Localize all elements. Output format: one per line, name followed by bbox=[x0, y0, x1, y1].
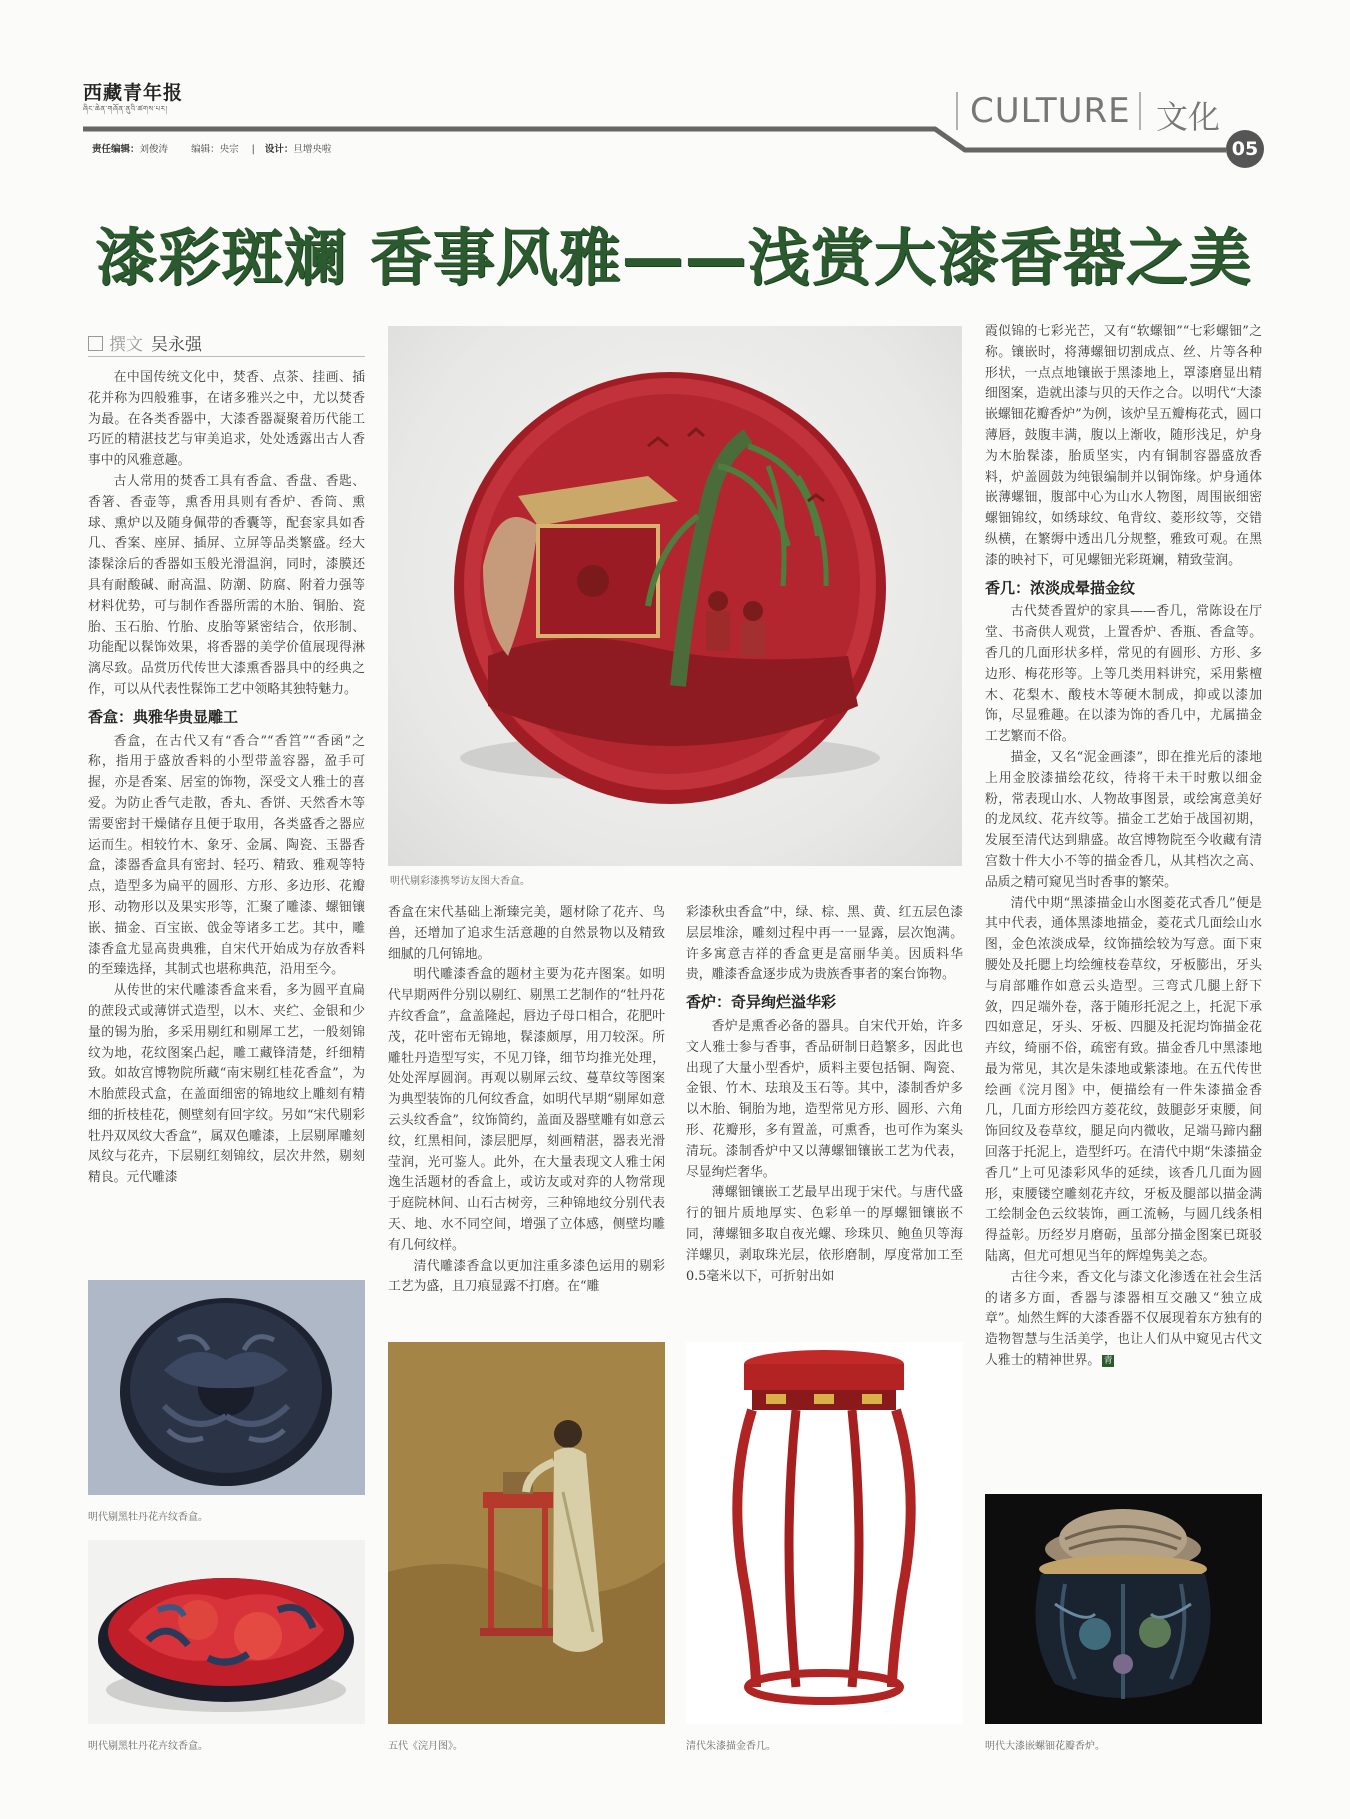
photo-red-lacquer-stand bbox=[686, 1342, 963, 1724]
pen-icon bbox=[88, 336, 103, 351]
subheading-incense-stand: 香几：浓淡成晕描金纹 bbox=[985, 578, 1136, 597]
section-label-en: CULTURE bbox=[970, 91, 1131, 131]
masthead-title: 西藏青年报 bbox=[83, 82, 184, 104]
end-mark: 青 bbox=[1103, 1355, 1113, 1366]
caption-censer: 明代大漆嵌螺钿花瓣香炉。 bbox=[985, 1741, 1105, 1752]
photo-painting-huanyue bbox=[388, 1342, 665, 1724]
article-column-1: 在中国传统文化中，焚香、点茶、挂画、插花并称为四般雅事，在诸多雅兴之中，尤以焚香为最。在各类香器中，大漆香器凝聚着历代能工巧匠的精湛技艺与审美追求，处处透露出古人香事中的风雅意趣。 古人常用的焚香工具有香盒、香盘、香匙、香箸、香壶等，熏香用具则有香炉、香筒、熏球、熏炉以及随身佩带的香囊等，配套家具如香几、香案、座屏、插屏、立屏等品类繁盛。经大漆髹涂后的香器如玉般光滑温润，同时，漆膜还具有耐酸碱、耐高温、防潮、防腐、附着力强等材料优势，可与制作香器所需的木胎、铜胎、瓷胎、玉石胎、竹胎、皮胎等紧密结合，依形制、功能配以髹饰效果，将香器的美学价值展现得淋漓尽致。品赏历代传世大漆熏香器具中的经典之作，可以从代表性髹饰工艺中领略其独特魅力。 香盒：典雅华贵显雕工 香盒，在古代又有“香合”“香筥”“香函”之称，指用于盛放香料的小型带盖容器，盈手可握，亦是香案、居室的饰物，深受文人雅士的喜爱。为防止香气走散，香丸、香饼、天然香木等需要密封干燥储存且便于取用，各类盛香之器应运而生。相较竹木、象牙、金属、陶瓷、玉器香盒，漆器香盒具有密封、轻巧、精致、雅观等特点，造型多为扁平的圆形、方形、多边形、花瓣形、动物形以及果实形等，汇聚了雕漆、螺钿镶嵌、描金、百宝嵌、戗金等诸多工艺。其中，雕漆香盒尤显高贵典雅，自宋代开始成为存放香料的至臻选择，其制式也堪称典范，沿用至今。 从传世的宋代雕漆香盒来看，多为圆平直扁的蔗段式或薄饼式造型，以木、夹纻、金银和少量的锡为胎，多采用剔红和剔犀工艺，一般刻锦纹为地，花纹图案凸起，雕工藏锋清楚，纤细精致。如故宫博物院所藏“南宋剔红桂花香盒”，为木胎蔗段式盒，在盖面细密的锦地纹上雕刻有精细的折枝桂花，侧壁刻有回字纹。另如“宋代剔彩牡丹双凤纹大香盒”，属双色雕漆，上层剔犀雕刻凤纹与花卉，下层剔红刻锦纹，层次井然，剔刻精良。元代雕漆 bbox=[88, 370, 365, 1186]
photo-red-lacquer-box bbox=[88, 1540, 365, 1724]
credits-line: 责任编辑：刘俊涛 编辑：央宗 | 设计：旦增央啦 bbox=[92, 144, 332, 155]
caption-painting: 五代《浣月图》。 bbox=[388, 1741, 463, 1752]
article-column-4: 霞似锦的七彩光芒，又有“软螺钿”“七彩螺钿”之称。镶嵌时，将薄螺钿切割成点、丝、片等各种形状，一点点地镶嵌于黑漆地上，罩漆磨显出精细图案，造就出漆与贝的天作之合。以明代“大漆嵌螺钿花瓣香炉”为例，该炉呈五瓣梅花式，圆口薄唇，鼓腹丰满，腹以上渐收，随形浅足，炉身为木胎髹漆，胎质坚实，内有铜制容器盛放香料，炉盖圆鼓为纯银编制并以铜饰缘。炉身通体嵌薄螺钿，腹部中心为山水人物图，周围嵌细密螺钿锦纹，如绣球纹、龟背纹、菱形纹等，交错纵横，在繁缛中透出几分规整，雅致可观。在黑漆的映衬下，可见螺钿光彩斑斓，精致莹润。 香几：浓淡成晕描金纹 古代焚香置炉的家具——香几，常陈设在厅堂、书斋供人观赏，上置香炉、香瓶、香盒等。香几的几面形状多样，常见的有圆形、方形、多边形、梅花形等。上等几类用料讲究，采用紫檀木、花梨木、酸枝木等硬木制成，抑或以漆加饰，尽显雅趣。在以漆为饰的香几中，尤属描金工艺繁而不俗。 描金，又名“泥金画漆”，即在推光后的漆地上用金胶漆描绘花纹，待将干未干时敷以细金粉，常表现山水、人物故事图景，或绘寓意美好的龙凤纹、花卉纹等。描金工艺始于战国初期，发展至清代达到鼎盛。故宫博物院至今收藏有清宫数十件大小不等的描金香几，从其档次之高、品质之精可窥见当时香事的繁荣。 清代中期“黑漆描金山水图菱花式香几”便是其中代表，通体黑漆地描金，菱花式几面绘山水图，金色浓淡成晕，纹饰描绘较为写意。面下束腰处及托腮上均绘缠枝卷草纹，牙板膨出，牙头与肩部雕作如意云头造型。三弯式几腿上舒下敛，四足端外卷，落于随形托泥之上，托泥下承四如意足，牙头、牙板、四腿及托泥均饰描金花卉纹，绮丽不俗，疏密有致。描金香几中黑漆地最为常见，其次是朱漆地或紫漆地。在五代传世绘画《浣月图》中，便描绘有一件朱漆描金香几，几面方形绘四方菱花纹，鼓腿彭牙束腰，间饰回纹及卷草纹，腿足向内微收，足端马蹄内翻回落于托泥上，造型纤巧。在清代中期“朱漆描金香几”上可见漆彩风华的延续，该香几几面为圆形，束腰镂空雕刻花卉纹，牙板及腿部以描金满工绘制金色云纹装饰，画工流畅，与圆几线条相得益彰。历经岁月磨砺，虽部分描金图案已斑驳陆离，但尤可想见当年的辉煌隽美之态。 古往今来，香文化与漆文化渗透在社会生活的诸多方面，香器与漆器相互交融又“独立成章”。灿然生辉的大漆香器不仅展现着东方独有的造物智慧与生活美学，也让人们从中窥见古代文人雅士的精神世界。 青 bbox=[985, 324, 1262, 1369]
section-label-zh: 文化 bbox=[1156, 98, 1221, 136]
caption-main: 明代剔彩漆携琴访友图大香盒。 bbox=[390, 876, 530, 887]
photo-mother-of-pearl-censer bbox=[985, 1494, 1262, 1724]
caption-black-box: 明代剔黑牡丹花卉纹香盒。 bbox=[88, 1512, 208, 1523]
article-column-3: 彩漆秋虫香盒”中，绿、棕、黑、黄、红五层色漆层层堆涂，雕刻过程中再一一显露，层次饱满。许多寓意吉祥的香盒更是富丽华美。因质料华贵，雕漆香盒逐步成为贵族香事者的案台饰物。 香炉：奇异绚烂溢华彩 香炉是熏香必备的器具。自宋代开始，许多文人雅士参与香事，香品研制日趋繁多，因此也出现了大量小型香炉，质料主要包括铜、陶瓷、金银、竹木、珐琅及玉石等。其中，漆制香炉多以木胎、铜胎为地，造型常见方形、圆形、六角形、花瓣形，多有置盖，可熏香，也可作为案头清玩。漆制香炉中又以薄螺钿镶嵌工艺为代表，尽显绚烂奢华。 薄螺钿镶嵌工艺最早出现于宋代。与唐代盛行的钿片质地厚实、色彩单一的厚螺钿镶嵌不同，薄螺钿多取自夜光螺、珍珠贝、鲍鱼贝等海洋螺贝，剥取珠光层，依形磨制，厚度常加工至0.5毫米以下，可折射出如 bbox=[686, 905, 963, 1284]
photo-black-lacquer-box bbox=[88, 1280, 365, 1495]
caption-stand: 清代朱漆描金香几。 bbox=[686, 1741, 776, 1752]
subheading-incense-box: 香盒：典雅华贵显雕工 bbox=[88, 707, 239, 726]
byline: 撰文 吴永强 bbox=[88, 330, 202, 355]
article-column-2: 香盒在宋代基础上渐臻完美，题材除了花卉、鸟兽，还增加了追求生活意趣的自然景物以及精致细腻的几何锦地。 明代雕漆香盒的题材主要为花卉图案。如明代早期两件分别以剔红、剔黑工艺制作的“牡丹花卉纹香盒”，盒盖隆起，唇边子母口相合，花肥叶茂，花叶密布无锦地，髹漆颇厚，用刀较深。所雕牡丹造型写实，不见刀锋，细节均推光处理，处处浑厚圆润。再观以剔犀云纹、蔓草纹等图案为典型装饰的几何纹香盒，如明代早期“剔犀如意云头纹香盒”，纹饰简约，盖面及器壁雕有如意云纹，红黑相间，漆层肥厚，刻画精湛，器表光滑莹润，光可鉴人。此外，在大量表现文人雅士闲逸生活题材的香盒上，或访友或对弈的人物常现于庭院林间、山石古树旁，三种锦地纹分别代表天、地、水不同空间，增强了立体感，侧壁均雕有几何纹样。 清代雕漆香盒以更加注重多漆色运用的剔彩工艺为盛，且刀痕显露不打磨。在“雕 bbox=[388, 905, 665, 1295]
caption-red-box: 明代剔黑牡丹花卉纹香盒。 bbox=[88, 1741, 208, 1752]
masthead-subtitle: ཞིང་ཆེན་གཞོན་ནུའི་ཚགས་པར། bbox=[83, 105, 168, 113]
byline-divider bbox=[88, 356, 365, 357]
main-photo-carved-lacquer-box bbox=[388, 326, 962, 866]
subheading-incense-burner: 香炉：奇异绚烂溢华彩 bbox=[686, 993, 837, 1012]
headline: 漆彩斑斓 香事风雅——浅赏大漆香器之美 bbox=[95, 221, 1252, 294]
page-number: 05 bbox=[1226, 130, 1264, 168]
